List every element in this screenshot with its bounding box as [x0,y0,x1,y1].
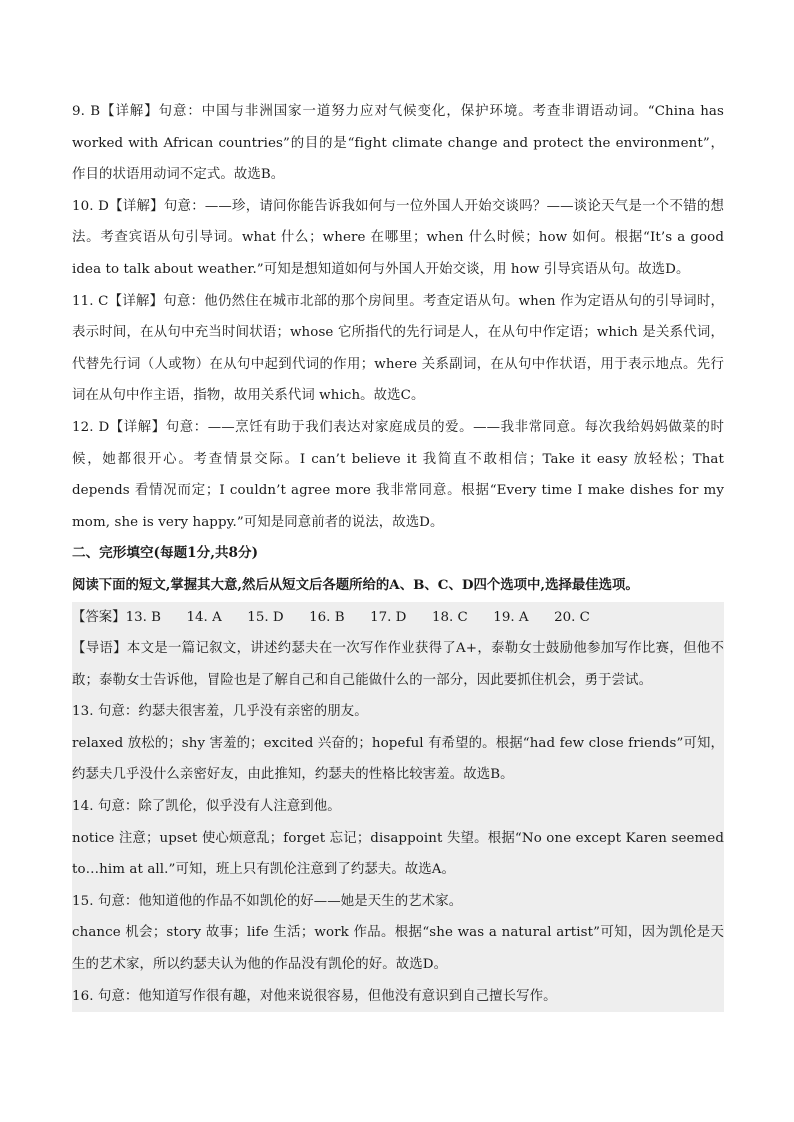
section-instruction: 阅读下面的短文,掌握其大意,然后从短文后各题所给的A、B、C、D四个选项中,选择最佳选项。 [72,576,639,593]
q15-detail: chance 机会；story 故事；life 生活；work 作品。根据“she was a natural artist”可知，因为凯伦是天生的艺术家，所以约瑟夫认为他的作品没有凯伦的好。故选D。 [72,925,724,973]
q13-detail: relaxed 放松的；shy 害羞的；excited 兴奋的；hopeful 有希望的。根据“had few close friends”可知，约瑟夫几乎没什么亲密好友，由此推知，约瑟夫的性格比较害羞。故选B。 [72,735,724,783]
explanation-q10: 10. D【详解】句意：——珍，请问你能告诉我如何与一位外国人开始交谈吗？——谈论天气是一个不错的想法。考查宾语从句引导词。what 什么；where 在哪里；when 什么时候；how 如何。根据“It’s a good idea to talk about weather.”可知是想知道如何与外国人开始交谈，用 how 引导宾语从句。故选D。 [72,198,724,277]
explanation-q12: 12. D【详解】句意：——烹饪有助于我们表达对家庭成员的爱。——我非常同意。每次我给妈妈做菜的时候，她都很开心。考查情景交际。I can’t believe it 我简直不敢相信；Take it easy 放轻松；That depends 看情况而定；I couldn’t agree more 我非常同意。根据“Every time I make dishes for my mom, she is very happy.”可知是同意前者的说法，故选D。 [72,419,724,530]
answer-block [72,602,724,1013]
answer-item: 16. B [309,609,345,625]
section-title: 二、完形填空(每题1分,共8分) [72,545,259,562]
q14-detail: notice 注意；upset 使心烦意乱；forget 忘记；disappoint 失望。根据“No one except Karen seemed to…him at all.”可知，班上只有凯伦注意到了约瑟夫。故选A。 [72,830,724,878]
q13-meaning: 13. 句意：约瑟夫很害羞，几乎没有亲密的朋友。 [72,704,368,720]
answer-item: 18. C [431,609,468,625]
answer-item: 17. D [370,609,407,625]
page-content [72,96,724,1012]
explanation-q9: 9. B【详解】句意：中国与非洲国家一道努力应对气候变化，保护环境。考查非谓语动词。“China has worked with African countries”的目的是“fight climate change and protect the environment”，作目的状语用动词不定式。故选B。 [72,104,724,183]
q15-meaning: 15. 句意：他知道他的作品不如凯伦的好——她是天生的艺术家。 [72,893,463,909]
answer-item: 19. A [493,609,529,625]
q14-meaning: 14. 句意：除了凯伦，似乎没有人注意到他。 [72,799,341,815]
answer-item: 15. D [247,609,284,625]
passage-intro: 【导语】本文是一篇记叙文，讲述约瑟夫在一次写作作业获得了A+，泰勒女士鼓励他参加写作比赛，但他不敢；泰勒女士告诉他，冒险也是了解自己和自己能做什么的一部分，因此要抓住机会，勇于尝试。 [72,641,724,688]
answer-label: 【答案】 [72,609,126,625]
answer-item: 13. B [125,609,161,625]
answer-item: 14. A [186,609,222,625]
q16-meaning: 16. 句意：他知道写作很有趣，对他来说很容易，但他没有意识到自己擅长写作。 [72,988,557,1004]
answer-key [72,602,724,634]
explanation-q11: 11. C【详解】句意：他仍然住在城市北部的那个房间里。考查定语从句。when 作为定语从句的引导词时，表示时间，在从句中充当时间状语；whose 它所指代的先行词是人，在从句中作定语；which 是关系代词，代替先行词（人或物）在从句中起到代词的作用；where 关系副词，在从句中作状语，用于表示地点。先行词在从句中作主语，指物，故用关系代词 which。故选C。 [72,293,724,404]
answer-item: 20. C [554,609,590,625]
